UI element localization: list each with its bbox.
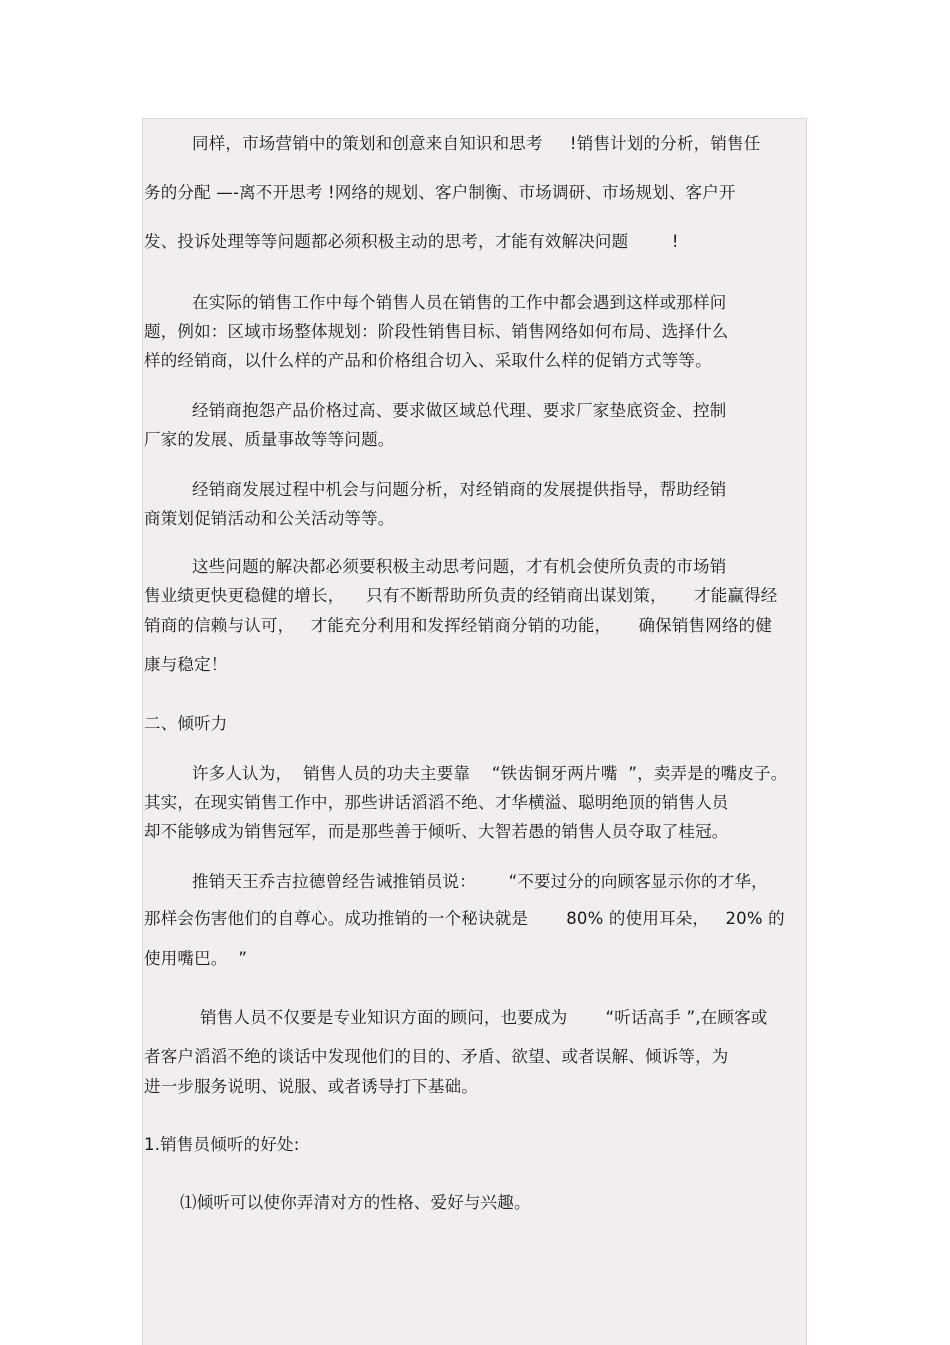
text-line: 康与稳定！ <box>144 655 228 674</box>
text-line: 发、投诉处理等等问题都必须积极主动的思考，才能有效解决问题 ! <box>144 232 679 251</box>
text-line: 使用嘴巴。 ” <box>144 949 248 968</box>
text-line: 者客户滔滔不绝的谈话中发现他们的目的、矛盾、欲望、或者误解、倾诉等，为 <box>144 1047 729 1066</box>
text-line: 务的分配 —-离不开思考 !网络的规划、客户制衡、市场调研、市场规划、客户开 <box>144 183 736 202</box>
text-line: 进一步服务说明、说服、或者诱导打下基础。 <box>144 1077 478 1096</box>
text-line: 同样，市场营销中的策划和创意来自知识和思考 !销售计划的分析，销售任 <box>192 134 761 153</box>
text-line: 这些问题的解决都必须要积极主动思考问题，才有机会使所负责的市场销 <box>192 557 727 576</box>
list-item: ⑴倾听可以使你弄清对方的性格、爱好与兴趣。 <box>180 1193 531 1212</box>
text-line: 厂家的发展、质量事故等等问题。 <box>144 430 395 449</box>
subsection-heading: 1.销售员倾听的好处: <box>144 1135 300 1154</box>
text-line: 在实际的销售工作中每个销售人员在销售的工作中都会遇到这样或那样问 <box>192 293 727 312</box>
section-heading: 二、倾听力 <box>144 714 228 733</box>
text-line: 售业绩更快更稳健的增长， 只有不断帮助所负责的经销商出谋划策， 才能赢得经 <box>144 586 778 605</box>
text-line: 经销商抱怨产品价格过高、要求做区域总代理、要求厂家垫底资金、控制 <box>192 401 727 420</box>
text-line: 许多人认为， 销售人员的功夫主要靠 “铁齿铜牙两片嘴 ”，卖弄是的嘴皮子。 <box>192 764 788 783</box>
text-line: 销售人员不仅要是专业知识方面的顾问，也要成为 “听话高手 ”,在顾客或 <box>200 1008 768 1027</box>
text-line: 却不能够成为销售冠军，而是那些善于倾听、大智若愚的销售人员夺取了桂冠。 <box>144 822 729 841</box>
text-line: 商策划促销活动和公关活动等等。 <box>144 509 395 528</box>
text-line: 推销天王乔吉拉德曾经告诫推销员说： “不要过分的向顾客显示你的才华， <box>192 872 768 891</box>
text-line: 经销商发展过程中机会与问题分析，对经销商的发展提供指导，帮助经销 <box>192 480 727 499</box>
text-line: 题，例如：区域市场整体规划：阶段性销售目标、销售网络如何布局、选择什么 <box>144 322 729 341</box>
text-line: 那样会伤害他们的自尊心。成功推销的一个秘诀就是 80% 的使用耳朵， 20% 的 <box>144 909 785 928</box>
text-line: 其实，在现实销售工作中，那些讲话滔滔不绝、才华横溢、聪明绝顶的销售人员 <box>144 793 729 812</box>
text-line: 样的经销商，以什么样的产品和价格组合切入、采取什么样的促销方式等等。 <box>144 351 712 370</box>
text-line: 销商的信赖与认可， 才能充分利用和发挥经销商分销的功能， 确保销售网络的健 <box>144 616 773 635</box>
